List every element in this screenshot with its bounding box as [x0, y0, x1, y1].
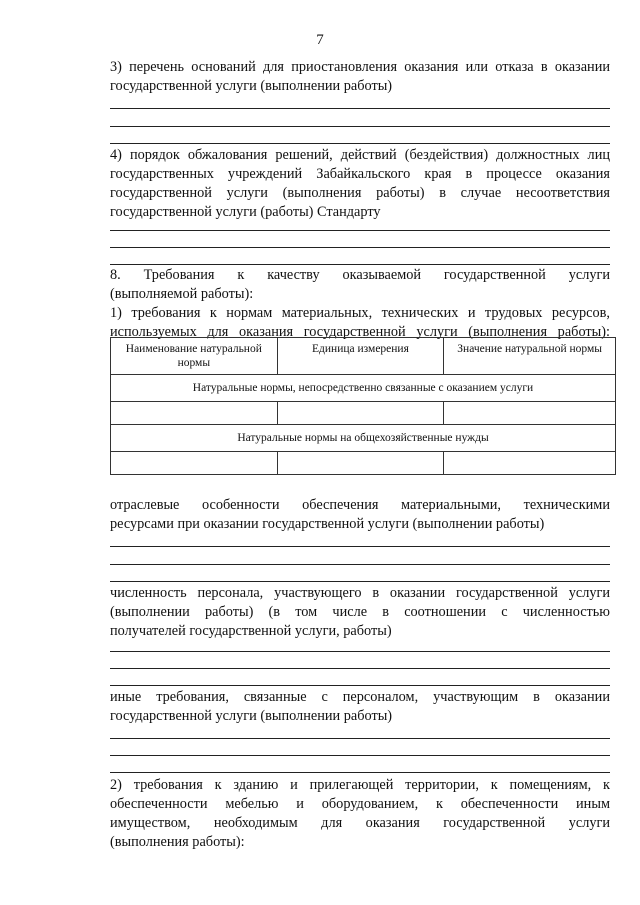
- fill-line: [110, 546, 610, 547]
- table-cell: [444, 402, 616, 425]
- fill-line: [110, 564, 610, 565]
- fill-line: [110, 108, 610, 109]
- fill-line: [110, 772, 610, 773]
- natural-norms-table: [110, 337, 616, 475]
- text-line: (выполняемой работы):: [110, 286, 254, 302]
- text-line: 4) порядок обжалования решений, действий (бездействия) должностных лиц: [110, 147, 610, 163]
- text-line: 1) требования к нормам материальных, технических и трудовых ресурсов,: [110, 305, 610, 321]
- table-header: Единица измерения: [277, 338, 444, 375]
- table-header: Наименование натуральной нормы: [111, 338, 278, 375]
- table-group-row: [111, 425, 616, 452]
- section-8-text: [110, 266, 610, 342]
- fill-line: [110, 143, 610, 144]
- table-row: [111, 452, 616, 475]
- fill-line: [110, 230, 610, 231]
- section-4-text: [110, 146, 610, 222]
- fill-line: [110, 581, 610, 582]
- text-line: получателей государственной услуги, работы): [110, 623, 392, 639]
- text-line: государственной услуги (выполнении работы): [110, 708, 393, 724]
- text-line: ресурсами при оказании государственной услуги (выполнении работы): [110, 516, 545, 532]
- text-line: численность персонала, участвующего в оказании государственной услуги: [110, 585, 610, 601]
- text-line: 2) требования к зданию и прилегающей территории, к помещениям, к: [110, 777, 610, 793]
- building-requirements-text: [110, 776, 610, 852]
- staff-text: [110, 584, 610, 641]
- table-cell: [111, 402, 278, 425]
- table-cell: [444, 452, 616, 475]
- text-line: (выполнении работы) (в том числе в соотношении с численностью: [110, 604, 610, 620]
- text-line: используемых для оказания государственной услуги (выполнения работы):: [110, 324, 610, 340]
- fill-line: [110, 247, 610, 248]
- text-line: государственной услуги (выполнения работы) в случае несоответствия: [110, 185, 610, 201]
- fill-line: [110, 685, 610, 686]
- text-line: отраслевые особенности обеспечения материальными, техническими: [110, 497, 610, 513]
- page-number: 7: [316, 32, 324, 48]
- text-line: иные требования, связанные с персоналом, участвующим в оказании: [110, 689, 610, 705]
- table-group-row: [111, 375, 616, 402]
- text-line: государственных учреждений Забайкальского края в процессе оказания: [110, 166, 610, 182]
- table-header: Значение натуральной нормы: [444, 338, 616, 375]
- table-header-row: [111, 338, 616, 375]
- fill-line: [110, 738, 610, 739]
- branch-specifics-text: [110, 496, 610, 534]
- text-line: государственной услуги (выполнении работы): [110, 78, 393, 94]
- text-line: (выполнения работы):: [110, 834, 245, 850]
- table-cell: [111, 452, 278, 475]
- text-line: государственной услуги (работы) Стандарту: [110, 204, 381, 220]
- text-line: обеспеченности мебелью и оборудованием, к обеспеченности иным: [110, 796, 610, 812]
- fill-line: [110, 264, 610, 265]
- table-cell: [277, 402, 444, 425]
- text-line: 8. Требования к качеству оказываемой государственной услуги: [110, 267, 610, 283]
- table-row: [111, 402, 616, 425]
- table-group-label: Натуральные нормы, непосредственно связанные с оказанием услуги: [111, 375, 616, 402]
- text-line: имуществом, необходимым для оказания государственной услуги: [110, 815, 610, 831]
- fill-line: [110, 651, 610, 652]
- fill-line: [110, 668, 610, 669]
- table-group-label: Натуральные нормы на общехозяйственные нужды: [111, 425, 616, 452]
- fill-line: [110, 755, 610, 756]
- section-3-text: [110, 58, 610, 96]
- other-requirements-text: [110, 688, 610, 726]
- text-line: 3) перечень оснований для приостановления оказания или отказа в оказании: [110, 59, 610, 75]
- fill-line: [110, 126, 610, 127]
- table-cell: [277, 452, 444, 475]
